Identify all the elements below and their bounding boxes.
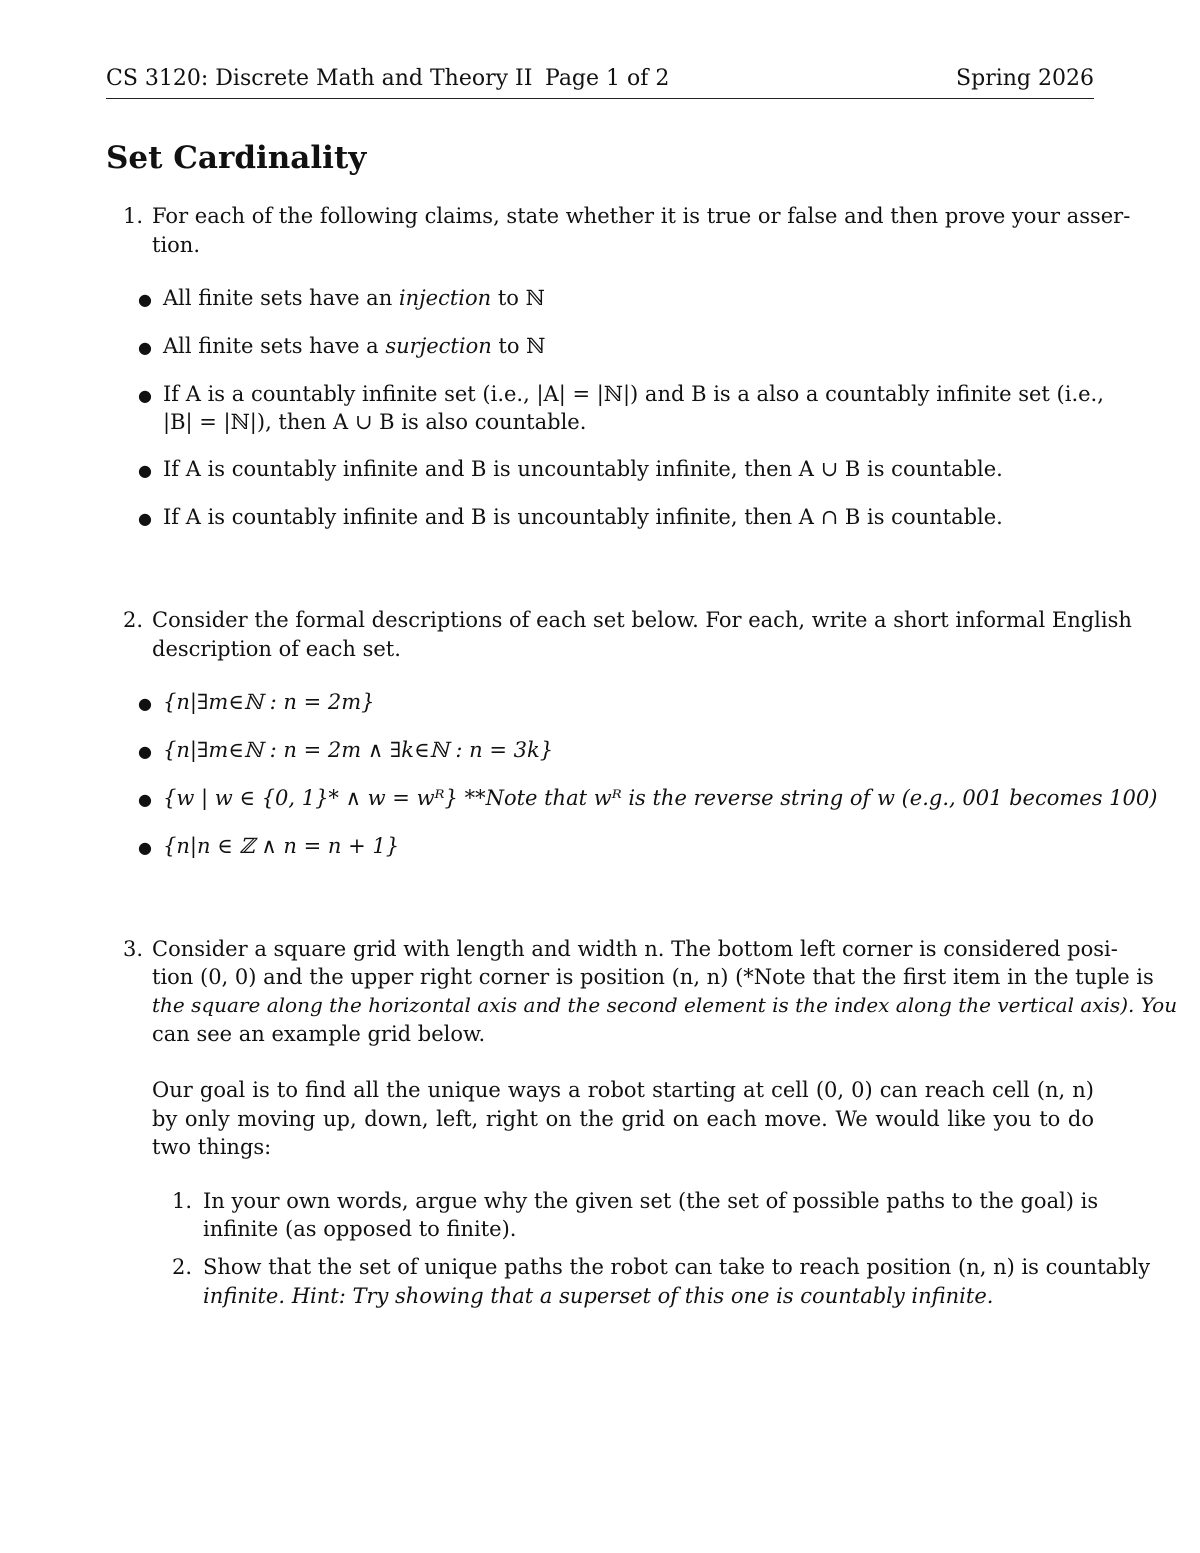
paragraph-line: by only moving up, down, left, right on the grid on each move. We would like you to do: [152, 1107, 1094, 1131]
problem-prompt-line: Consider the formal descriptions of each set below. For each, write a short informal English: [152, 608, 1132, 632]
bullet-icon: ●: [138, 461, 152, 480]
section-title: Set Cardinality: [106, 140, 367, 176]
page-number: Page 1 of 2: [545, 66, 670, 91]
problem-number: 3.: [123, 937, 144, 961]
bullet-icon: ●: [138, 290, 152, 309]
subitem-number: 2.: [172, 1255, 193, 1279]
paragraph-line: Our goal is to find all the unique ways a robot starting at cell (0, 0) can reach cell (n, n): [152, 1078, 1094, 1102]
claim-3-line: |B| = |ℕ|), then A ∪ B is also countable.: [163, 410, 587, 434]
paragraph-line: two things:: [152, 1135, 272, 1159]
claim-2: All finite sets have a surjection to ℕ: [163, 334, 546, 358]
set-3: {w | w ∈ {0, 1}* ∧ w = wᴿ} **Note that wᴿ is the reverse string of w (e.g., 001 becomes 100): [163, 786, 1158, 810]
course-title: CS 3120: Discrete Math and Theory II: [106, 66, 533, 91]
bullet-icon: ●: [138, 338, 152, 357]
term: Spring 2026: [956, 66, 1094, 91]
bullet-icon: ●: [138, 790, 152, 809]
subitem-line: infinite. Hint: Try showing that a superset of this one is countably infinite.: [203, 1284, 994, 1308]
problem-number: 2.: [123, 608, 144, 632]
claim-4: If A is countably infinite and B is uncountably infinite, then A ∪ B is countable.: [163, 457, 1003, 481]
set-2: {n|∃m∈ℕ : n = 2m ∧ ∃k∈ℕ : n = 3k}: [163, 738, 554, 762]
problem-number: 1.: [123, 204, 144, 228]
claim-1: All finite sets have an injection to ℕ: [163, 286, 545, 310]
set-4: {n|n ∈ ℤ ∧ n = n + 1}: [163, 834, 400, 858]
bullet-icon: ●: [138, 509, 152, 528]
claim-5: If A is countably infinite and B is uncountably infinite, then A ∩ B is countable.: [163, 505, 1003, 529]
problem-prompt-line: tion.: [152, 233, 200, 257]
set-1: {n|∃m∈ℕ : n = 2m}: [163, 690, 375, 714]
page-header: [106, 66, 1094, 99]
subitem-line: In your own words, argue why the given set (the set of possible paths to the goal) is: [203, 1189, 1099, 1213]
paragraph-line: tion (0, 0) and the upper right corner is position (n, n) (*Note that the first item in the tuple is: [152, 965, 1154, 989]
set-3-note: **Note that wᴿ is the reverse string of w (e.g., 001 becomes 100): [464, 786, 1158, 810]
claim-3-line: If A is a countably infinite set (i.e., |A| = |ℕ|) and B is a also a countably infinite set (i.e.,: [163, 382, 1104, 406]
bullet-icon: ●: [138, 742, 152, 761]
subitem-number: 1.: [172, 1189, 193, 1213]
bullet-icon: ●: [138, 694, 152, 713]
subitem-line: infinite (as opposed to finite).: [203, 1217, 517, 1241]
problem-prompt-line: description of each set.: [152, 637, 401, 661]
problem-prompt-line: For each of the following claims, state whether it is true or false and then prove your asser-: [152, 204, 1131, 228]
subitem-line: Show that the set of unique paths the robot can take to reach position (n, n) is countably: [203, 1255, 1151, 1279]
bullet-icon: ●: [138, 386, 152, 405]
paragraph-line: can see an example grid below.: [152, 1022, 486, 1046]
paragraph-line: Consider a square grid with length and width n. The bottom left corner is considered posi-: [152, 937, 1118, 961]
bullet-icon: ●: [138, 838, 152, 857]
paragraph-line: the square along the horizontal axis and the second element is the index along the vertical axis). You: [152, 993, 1178, 1017]
